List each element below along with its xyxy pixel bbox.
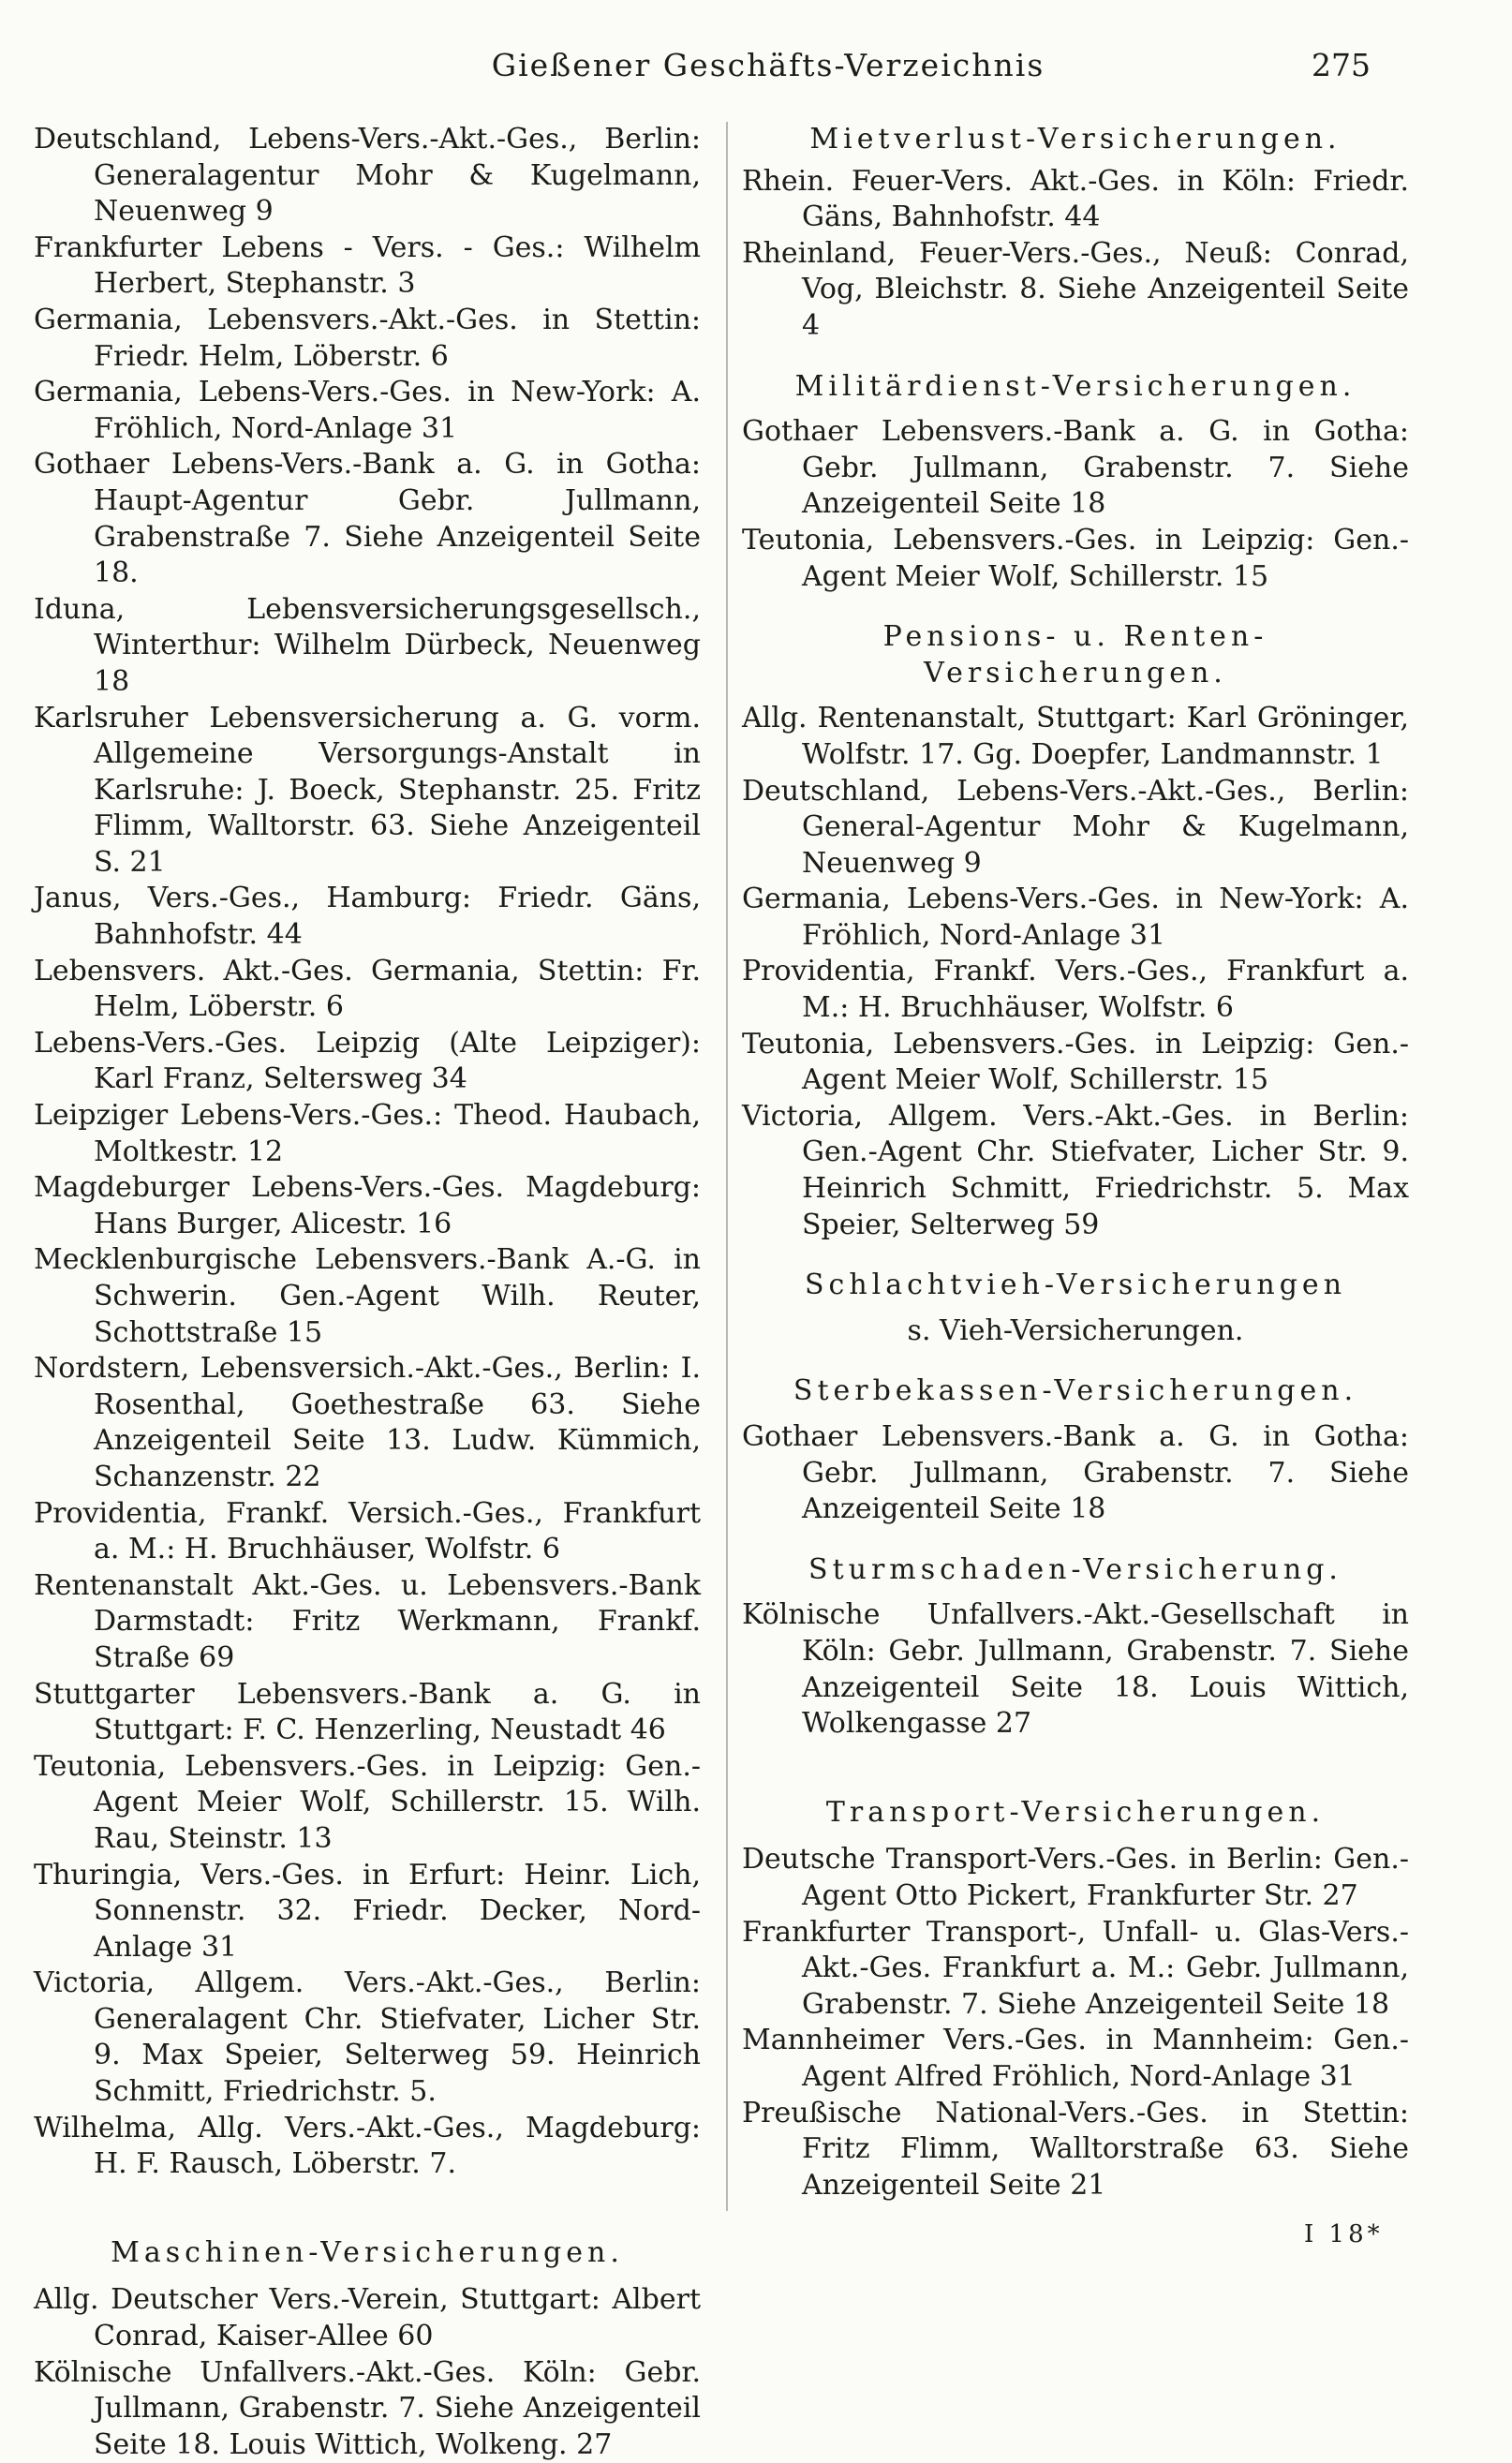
- list-item: Lebens-Vers.-Ges. Leipzig (Alte Leipziger): Karl Franz, Seltersweg 34: [34, 1026, 701, 1096]
- section-heading-maschinen: Maschinen-Versicherungen.: [111, 2235, 624, 2269]
- list-item: Preußische National-Vers.-Ges. in Stettin: Fritz Flimm, Walltorstraße 63. Siehe Anzeigenteil Seite 21: [742, 2096, 1409, 2202]
- list-item: Victoria, Allgem. Vers.-Akt.-Ges., Berlin: Generalagent Chr. Stiefvater, Licher Str. 9. Max Speier, Selterweg 59. Heinrich Schmitt, Friedrichstr. 5.: [34, 1966, 701, 2109]
- list-item: Providentia, Frankf. Versich.-Ges., Frankfurt a. M.: H. Bruchhäuser, Wolfstr. 6: [34, 1496, 701, 1566]
- list-item: Allg. Deutscher Vers.-Verein, Stuttgart: Albert Conrad, Kaiser-Allee 60: [34, 2283, 701, 2353]
- list-item: Gothaer Lebens-Vers.-Bank a. G. in Gotha: Haupt-Agentur Gebr. Jullmann, Grabenstraße 7. Siehe Anzeigenteil Seite 18.: [34, 448, 701, 590]
- list-item: Providentia, Frankf. Vers.-Ges., Frankfurt a. M.: H. Bruchhäuser, Wolfstr. 6: [742, 955, 1409, 1025]
- signature-mark: I 18*: [1304, 2220, 1384, 2248]
- list-item: Janus, Vers.-Ges., Hamburg: Friedr. Gäns, Bahnhofstr. 44: [34, 882, 701, 952]
- list-item: Mecklenburgische Lebensvers.-Bank A.-G. in Schwerin. Gen.-Agent Wilh. Reuter, Schottstraße 15: [34, 1243, 701, 1349]
- list-item: Wilhelma, Allg. Vers.-Akt.-Ges., Magdeburg: H. F. Rausch, Löberstr. 7.: [34, 2111, 701, 2181]
- right-column: [742, 122, 1409, 2203]
- section-heading-sterbekassen: Sterbekassen-Versicherungen.: [793, 1374, 1358, 1408]
- list-item: Frankfurter Lebens - Vers. - Ges.: Wilhelm Herbert, Stephanstr. 3: [34, 230, 701, 301]
- list-item: Teutonia, Lebensvers.-Ges. in Leipzig: Gen.-Agent Meier Wolf, Schillerstr. 15: [742, 1027, 1409, 1097]
- list-item: Stuttgarter Lebensvers.-Bank a. G. in Stuttgart: F. C. Henzerling, Neustadt 46: [34, 1677, 701, 1747]
- list-item: Teutonia, Lebensvers.-Ges. in Leipzig: Gen.-Agent Meier Wolf, Schillerstr. 15: [742, 523, 1409, 593]
- list-item: Rentenanstalt Akt.-Ges. u. Lebensvers.-Bank Darmstadt: Fritz Werkmann, Frankf. Straße 69: [34, 1568, 701, 1674]
- cross-reference: s. Vieh-Versicherungen.: [907, 1313, 1244, 1347]
- list-item: Rhein. Feuer-Vers. Akt.-Ges. in Köln: Friedr. Gäns, Bahnhofstr. 44: [742, 164, 1409, 234]
- section-heading-transport: Transport-Versicherungen.: [825, 1795, 1326, 1829]
- list-item: Thuringia, Vers.-Ges. in Erfurt: Heinr. Lich, Sonnenstr. 32. Friedr. Decker, Nord-Anlage 31: [34, 1858, 701, 1964]
- list-item: Nordstern, Lebensversich.-Akt.-Ges., Berlin: I. Rosenthal, Goethestraße 63. Siehe Anzeigenteil Seite 13. Ludw. Kümmich, Schanzenstr. 22: [34, 1352, 701, 1493]
- list-item: Magdeburger Lebens-Vers.-Ges. Magdeburg: Hans Burger, Alicestr. 16: [34, 1171, 701, 1240]
- left-column: [34, 122, 701, 2463]
- list-item: Frankfurter Transport-, Unfall- u. Glas-Vers.-Akt.-Ges. Frankfurt a. M.: Gebr. Jullmann, Grabenstr. 7. Siehe Anzeigenteil Seite 18: [742, 1915, 1409, 2021]
- list-item: Gothaer Lebensvers.-Bank a. G. in Gotha: Gebr. Jullmann, Grabenstr. 7. Siehe Anzeigenteil Seite 18: [742, 415, 1409, 521]
- section-heading-pensions: Pensions- u. Renten-Versicherungen.: [882, 620, 1268, 690]
- list-item: Mannheimer Vers.-Ges. in Mannheim: Gen.-Agent Alfred Fröhlich, Nord-Anlage 31: [742, 2024, 1409, 2093]
- list-item: Rheinland, Feuer-Vers.-Ges., Neuß: Conrad, Vog, Bleichstr. 8. Siehe Anzeigenteil Seite 4: [742, 236, 1409, 342]
- list-item: Lebensvers. Akt.-Ges. Germania, Stettin: Fr. Helm, Löberstr. 6: [34, 954, 701, 1024]
- list-item: Victoria, Allgem. Vers.-Akt.-Ges. in Berlin: Gen.-Agent Chr. Stiefvater, Licher Str. 9. Heinrich Schmitt, Friedrichstr. 5. Max Speier, Selterweg 59: [742, 1099, 1409, 1241]
- list-item: Teutonia, Lebensvers.-Ges. in Leipzig: Gen.-Agent Meier Wolf, Schillerstr. 15. Wilh. Rau, Steinstr. 13: [34, 1749, 701, 1855]
- list-item: Kölnische Unfallvers.-Akt.-Gesellschaft in Köln: Gebr. Jullmann, Grabenstr. 7. Siehe Anzeigenteil Seite 18. Louis Wittich, Wolkengasse 27: [742, 1598, 1409, 1741]
- page-number: 275: [1312, 47, 1371, 83]
- section-heading-schlachtvieh: Schlachtvieh-Versicherungen: [804, 1269, 1347, 1302]
- list-item: Deutsche Transport-Vers.-Ges. in Berlin: Gen.-Agent Otto Pickert, Frankfurter Str. 27: [742, 1843, 1409, 1912]
- list-item: Gothaer Lebensvers.-Bank a. G. in Gotha: Gebr. Jullmann, Grabenstr. 7. Siehe Anzeigenteil Seite 18: [742, 1420, 1409, 1526]
- list-item: Deutschland, Lebens-Vers.-Akt.-Ges., Berlin: General-Agentur Mohr & Kugelmann, Neuenweg 9: [742, 774, 1409, 880]
- list-item: Deutschland, Lebens-Vers.-Akt.-Ges., Berlin: Generalagentur Mohr & Kugelmann, Neuenweg 9: [34, 123, 701, 229]
- section-heading-militaer: Militärdienst-Versicherungen.: [794, 369, 1356, 403]
- section-heading-sturmschaden: Sturmschaden-Versicherung.: [808, 1552, 1342, 1586]
- list-item: Germania, Lebens-Vers.-Ges. in New-York: A. Fröhlich, Nord-Anlage 31: [34, 376, 701, 445]
- list-item: Allg. Rentenanstalt, Stuttgart: Karl Gröninger, Wolfstr. 17. Gg. Doepfer, Landmannstr. 1: [742, 702, 1409, 771]
- list-item: Germania, Lebens-Vers.-Ges. in New-York: A. Fröhlich, Nord-Anlage 31: [742, 883, 1409, 952]
- list-item: Germania, Lebensvers.-Akt.-Ges. in Stettin: Friedr. Helm, Löberstr. 6: [34, 303, 701, 373]
- section-heading-mietverlust: Mietverlust-Versicherungen.: [809, 123, 1342, 156]
- list-item: Kölnische Unfallvers.-Akt.-Ges. Köln: Gebr. Jullmann, Grabenstr. 7. Siehe Anzeigenteil Seite 18. Louis Wittich, Wolkeng. 27: [34, 2355, 701, 2461]
- list-item: Leipziger Lebens-Vers.-Ges.: Theod. Haubach, Moltkestr. 12: [34, 1099, 701, 1168]
- list-item: Karlsruher Lebensversicherung a. G. vorm. Allgemeine Versorgungs-Anstalt in Karlsruhe: J. Boeck, Stephanstr. 25. Fritz Flimm, Walltorstr. 63. Siehe Anzeigenteil S. 21: [34, 701, 701, 879]
- list-item: Iduna, Lebensversicherungsgesellsch., Winterthur: Wilhelm Dürbeck, Neuenweg 18: [34, 592, 701, 698]
- column-divider: [726, 122, 728, 2211]
- running-head: Gießener Geschäfts-Verzeichnis: [491, 47, 1045, 83]
